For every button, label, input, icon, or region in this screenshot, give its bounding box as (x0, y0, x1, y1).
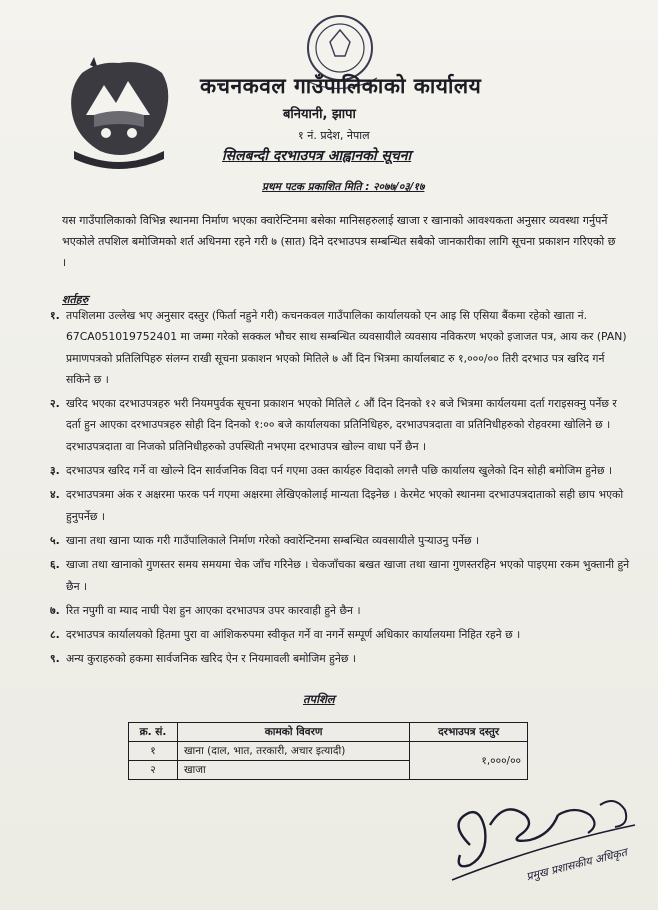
condition-item (50, 600, 630, 621)
condition-number: ६. (50, 558, 60, 572)
intro-paragraph: यस गाउँपालिकाको विभिन्न स्थानमा निर्माण भएका क्वारेन्टिनमा बसेका मानिसहरुलाई खाजा र खानाको आवश्यकता अनुसार व्यवस्था गर्नुपर्ने भएकोले तपशिल बमोजिमको शर्त अधिनमा रहने गरी ७ (सात) दिने दरभाउपत्र सम्बन्धित सबैको जानकारीका लागि सूचना प्रकाशन गरिएको छ । (62, 214, 616, 269)
office-location: बनियानी, झापा (283, 107, 356, 122)
table-row (129, 742, 528, 761)
condition-text: दरभाउपत्र कार्यालयको हितमा पुरा वा आंशिकरुपमा स्वीकृत गर्ने वा नगर्ने सम्पूर्ण अधिकार कार्यालयमा निहित रहने छ । (66, 628, 521, 642)
condition-item (50, 393, 630, 457)
row-description: खाजा (177, 761, 409, 780)
schedule-heading: तपशिल (303, 692, 335, 706)
condition-text: दरभाउपत्रमा अंक र अक्षरमा फरक पर्न गएमा अक्षरमा लेखिएकोलाई मान्यता दिइनेछ । केरमेट भएको स्थानमा दरभाउपत्रदाताको सही छाप भएको हुनुपर्नेछ । (66, 488, 624, 523)
condition-number: ८. (50, 628, 60, 642)
condition-number: ५. (50, 533, 60, 547)
column-header-description: कामको विवरण (177, 723, 409, 742)
office-name: कचनकवल गाउँपालिकाको कार्यालय (200, 74, 482, 98)
condition-item (50, 648, 630, 669)
condition-text: खाजा तथा खानाको गुणस्तर समय समयमा चेक जाँच गरिनेछ । चेकजाँचका बखत खाजा तथा खाना गुणस्तरहिन भएको पाइएमा रकम भुक्तानी हुने छैन । (66, 558, 630, 593)
row-description: खाना (दाल, भात, तरकारी, अचार इत्यादी) (177, 742, 409, 761)
column-header-sn: क्र. सं. (129, 723, 178, 742)
column-header-fee: दरभाउपत्र दस्तुर (410, 723, 528, 742)
condition-item (50, 484, 630, 527)
condition-text: खरिद भएका दरभाउपत्रहरु भरी नियमपुर्वक सूचना प्रकाशन भएको मितिले ८ औं दिन दिनको १२ बजे भित्रमा कार्यलयमा दर्ता गराइसक्नु पर्नेछ र दर्ता हुन आएका दरभाउपत्रहरु सोही दिन दिनको १:०० बजे कार्यालयका प्रतिनिधिहरु, दरभाउपत्रदाता वा प्रतिनिधीहरुको रोहवरमा खोलिने छ । दरभाउपत्रदाता वा निजको प्रतिनिधीहरुको उपस्थिती नभएमा दरभाउपत्र खोल्न वाधा पर्ने छैन । (66, 397, 617, 453)
row-sn: २ (129, 761, 178, 780)
condition-number: २. (50, 397, 60, 411)
condition-number: ७. (50, 603, 60, 617)
table-header-row (129, 723, 528, 742)
condition-item (50, 554, 630, 597)
condition-text: रित नपुगी वा म्याद नाघी पेश हुन आएका दरभाउपत्र उपर कारवाही हुने छैन । (66, 603, 361, 617)
nepal-emblem-icon (64, 55, 174, 170)
published-date: प्रथम पटक प्रकाशित मिति : २०७७/०३/१७ (262, 181, 425, 193)
condition-text: खाना तथा खाना प्याक गरी गाउँपालिकाले निर्माण गरेको क्वारेन्टिनमा सम्बन्धित व्यवसायीले पुऱ्याउनु पर्नेछ । (66, 533, 480, 547)
condition-item (50, 305, 630, 390)
office-province: १ नं. प्रदेश, नेपाल (298, 129, 370, 142)
condition-item (50, 530, 630, 551)
condition-number: ९. (50, 652, 60, 666)
condition-number: ३. (50, 464, 60, 478)
condition-text: तपशिलमा उल्लेख भए अनुसार दस्तुर (फिर्ता नहुने गरी) कचनकवल गाउँपालिका कार्यालयको एन आइ सि एसिया बैंकमा रहेको खाता नं. 67CA051019752401 मा जम्मा गरेको सक्कल भौचर साथ सम्बन्धित व्यवसायीले व्यवसाय नविकरण भएको इजाजत पत्र, आय कर (PAN) प्रमाणपत्रको प्रतिलिपिहरु संलग्न राखी सूचना प्रकाशन भएको मितिले ७ औं दिन भित्रमा कार्यालबाट रु १,०००/०० तिरी दरभाउ पत्र खरिद गर्न सकिने छ । (66, 309, 627, 386)
schedule-table (128, 722, 528, 780)
conditions-heading: शर्तहरु (62, 293, 89, 306)
condition-number: ४. (50, 488, 60, 502)
conditions-list (50, 305, 630, 673)
condition-text: दरभाउपत्र खरिद गर्ने वा खोल्ने दिन सार्वजनिक विदा पर्न गएमा उक्त कार्यहरु विदाको लगत्तै पछि कार्यालय खुलेको दिन सोही बमोजिम हुनेछ । (66, 464, 613, 478)
signatory-title: प्रमुख प्रशासकीय अधिकृत (524, 845, 629, 884)
condition-item (50, 624, 630, 645)
condition-item (50, 460, 630, 481)
notice-title: सिलबन्दी दरभाउपत्र आह्वानको सूचना (222, 148, 412, 164)
condition-text: अन्य कुराहरुको हकमा सार्वजनिक खरिद ऐन र नियमावली बमोजिम हुनेछ । (66, 652, 356, 666)
row-fee: १,०००/०० (410, 742, 528, 780)
row-sn: १ (129, 742, 178, 761)
condition-number: १. (50, 309, 60, 322)
